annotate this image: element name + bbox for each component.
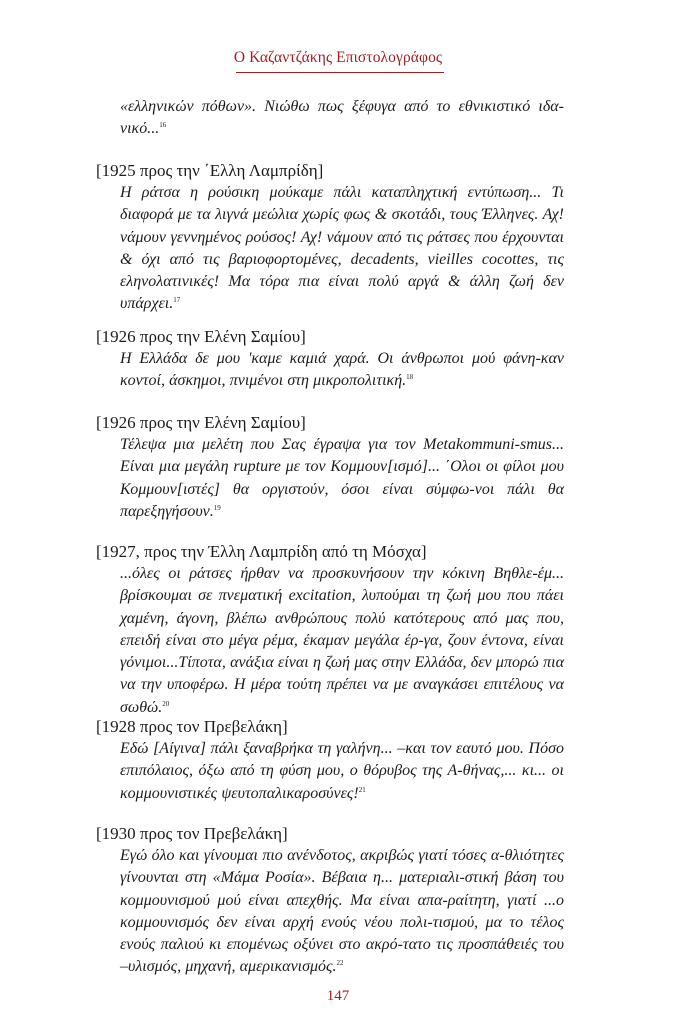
entry-quote-1927 (120, 563, 564, 719)
entry-text: Τέλεψα μια μελέτη που Σας έγραψα για τον Metakommuni-smus... Είναι μια μεγάλη rupture με τον Κομμουν[ισμό]... ΄Ολοι οι φίλοι μου Κομμουν[ιστές] θα οργιστούν, όσοι είναι σύμφω-νοι πάλι θα παρεξηγήσουν. (120, 436, 564, 520)
header-rule (236, 72, 444, 73)
entry-text: Η Ελλάδα δε μου 'καμε καμιά χαρά. Οι άνθρωποι μού φάνη-καν κοντοί, άσκημοι, πνιμένοι στη μικροπολιτική. (120, 350, 564, 390)
footnote-ref: 16 (159, 121, 167, 130)
intro-text: «ελληνικών πόθων». Νιώθω πως ξέφυγα από το εθνικιστικό ιδα-νικό... (120, 98, 564, 138)
entry-text: Η ράτσα η ρούσικη μούκαμε πάλι καταπληχτική εντύπωση... Τι διαφορά με τα λιγνά μεώλια χωρίς φως & σκοτάδι, τους Έλληνες. Αχ! νάμουν γεννημένος ρούσος! Αχ! νάμουν από τις ράτσες που έρχουνται & όχι από τις βαριοφορτομένες, decadents, vieilles cocottes, τις εληνολατινικές! Μα τόρα πια είναι πολύ αργά & άλλη ζωή δεν υπάρχει. (120, 184, 564, 313)
footnote-ref: 21 (358, 785, 366, 794)
entry-quote-1930 (120, 845, 564, 979)
entry-text: Εδώ [Αίγινα] πάλι ξαναβρήκα τη γαλήνη... –και τον εαυτό μου. Πόσο επιπόλαιος, όξω από τη φύση μου, ο θόρυβος της Α-θήνας,... κι... οι κομμουνιστικές ψευτοπαλικαροσύνες! (120, 740, 564, 802)
entry-quote-1926-a (120, 348, 564, 393)
intro-quote (120, 96, 564, 141)
entry-quote-1925 (120, 182, 564, 316)
entry-heading-1930: [1930 προς τον Πρεβελάκη] (96, 824, 288, 843)
footnote-ref: 22 (336, 959, 344, 968)
entry-heading-1925: [1925 προς την ΄Ελλη Λαμπρίδη] (96, 161, 324, 180)
entry-heading-1926-b: [1926 προς την Ελένη Σαμίου] (96, 413, 306, 432)
footnote-ref: 17 (173, 296, 181, 305)
entry-quote-1928 (120, 738, 564, 805)
entry-text: Εγώ όλο και γίνουμαι πιο ανένδοτος, ακριβώς γιατί τόσες α-θλιότητες γίνουνται στη «Μάμα Ροσία». Βέβαια η... ματεριαλι-στική βάση του κομμουνισμού μού είναι απεχθής. Μα είναι απα-ραίτητη, γιατί ...ο κομμουνισμός δεν είναι αρχή ενούς νέου πολι-τισμού, μα το τέλος ενούς παλιού κι επομένως οξύνει στο ακρό-τατο τις προσπάθειές του –υλισμός, μηχανή, αμερικανισμός. (120, 847, 564, 976)
footnote-ref: 19 (213, 503, 221, 512)
footnote-ref: 18 (406, 373, 414, 382)
footnote-ref: 20 (162, 699, 170, 708)
running-header: Ο Καζαντζάκης Επιστολογράφος (233, 49, 443, 66)
entry-heading-1926-a: [1926 προς την Ελένη Σαμίου] (96, 327, 306, 346)
entry-quote-1926-b (120, 434, 564, 523)
entry-text: ...όλες οι ράτσες ήρθαν να προσκυνήσουν την κόκινη Βηθλε-έμ... βρίσκουμαι σε πνεματική excitation, λυπούμαι τη ζωή μου που πάει χαμένη, άγονη, βλέπω ανθρώπους πολύ κατότερους από μας που, επειδή είναι στο μέγα ρέμα, έκαμαν μεγάλα έρ-γα, ζουν έντονα, είναι γόνιμοι...Τίποτα, ανάξια είναι η ζωή μας στην Ελλάδα, δεν μπορώ πια να την υποφέρω. Η μέρα τούτη πρέπει να με αναγκάσει επιτέλους να σωθώ. (120, 565, 564, 716)
page-number: 147 (326, 988, 350, 1004)
entry-heading-1928: [1928 προς τον Πρεβελάκη] (96, 717, 288, 736)
entry-heading-1927: [1927, προς την Έλλη Λαμπρίδη από τη Μόσχα] (96, 542, 427, 561)
